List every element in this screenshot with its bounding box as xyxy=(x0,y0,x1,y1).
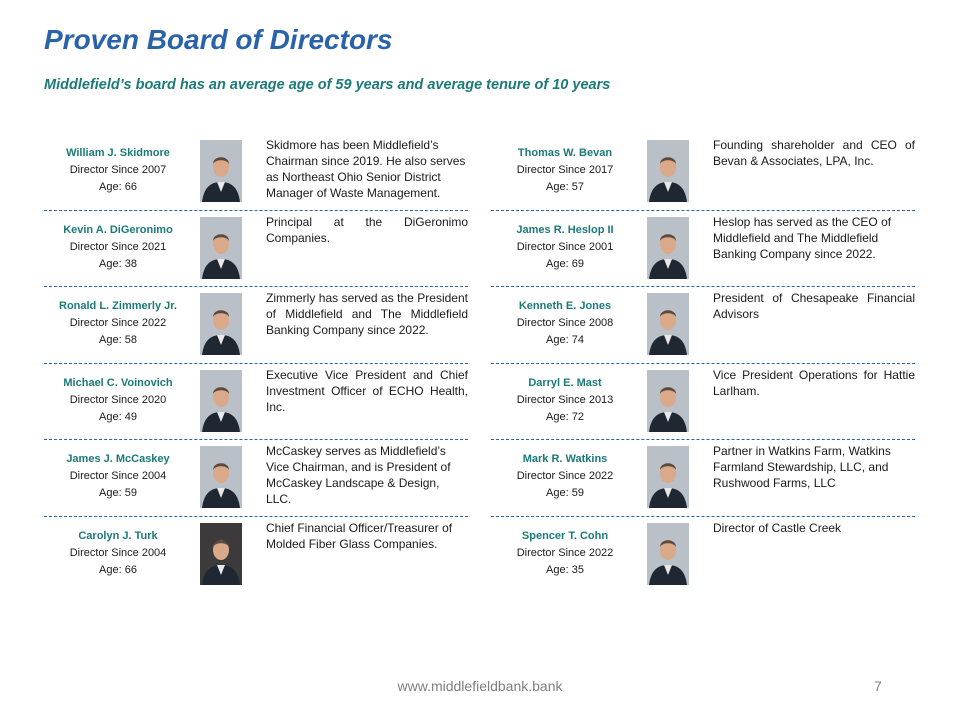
director-info xyxy=(491,222,639,273)
director-bio: Founding shareholder and CEO of Bevan & Associates, LPA, Inc. xyxy=(713,138,915,168)
director-bio: McCaskey serves as Middlefield’s Vice Chairman, and is President of McCaskey Landscape & Design, LLC. xyxy=(266,444,451,507)
director-row xyxy=(491,211,915,288)
director-name: Michael C. Voinovich xyxy=(63,376,173,389)
director-name: Mark R. Watkins xyxy=(522,453,608,466)
director-info xyxy=(44,298,192,349)
director-since: Director Since 2022 xyxy=(516,470,614,483)
director-row xyxy=(491,440,915,517)
person-silhouette-icon xyxy=(647,293,689,355)
page-title: Proven Board of Directors xyxy=(44,24,393,55)
director-photo xyxy=(200,140,242,202)
director-since: Director Since 2017 xyxy=(516,164,614,176)
director-since: Director Since 2004 xyxy=(69,546,167,559)
director-age: Age: 58 xyxy=(99,334,137,347)
director-photo xyxy=(647,446,689,508)
director-photo xyxy=(200,446,242,508)
director-row xyxy=(44,517,468,594)
director-row xyxy=(44,287,468,364)
director-row xyxy=(44,364,468,441)
person-silhouette-icon xyxy=(200,523,242,585)
director-bio: Chief Financial Officer/Treasurer of Molded Fiber Glass Companies. xyxy=(266,520,453,551)
director-since: Director Since 2007 xyxy=(69,164,167,176)
person-silhouette-icon xyxy=(647,370,689,432)
director-age: Age: 57 xyxy=(546,181,584,193)
director-row xyxy=(44,134,468,211)
director-name: Kevin A. DiGeronimo xyxy=(63,223,173,236)
director-age: Age: 59 xyxy=(546,487,584,500)
directors-left-column xyxy=(44,134,468,594)
director-info xyxy=(491,145,639,196)
director-since: Director Since 2020 xyxy=(69,393,167,406)
person-silhouette-icon xyxy=(647,217,689,279)
director-bio: Heslop has served as the CEO of Middlefield and The Middlefield Banking Company since 2022. xyxy=(713,214,892,261)
director-bio: Partner in Watkins Farm, Watkins Farmland Stewardship, LLC, and Rushwood Farms, LLC xyxy=(713,444,891,491)
director-name: Kenneth E. Jones xyxy=(518,300,612,313)
director-info xyxy=(491,375,639,426)
person-silhouette-icon xyxy=(647,523,689,585)
director-bio: President of Chesapeake Financial Advisors xyxy=(713,291,915,322)
director-since: Director Since 2004 xyxy=(69,470,167,483)
director-since: Director Since 2022 xyxy=(516,546,614,559)
director-since: Director Since 2008 xyxy=(516,317,614,330)
director-info xyxy=(44,528,192,579)
footer-url: www.middlefieldbank.bank xyxy=(397,678,563,694)
director-age: Age: 59 xyxy=(99,487,137,500)
director-since: Director Since 2022 xyxy=(69,317,167,330)
director-info xyxy=(491,298,639,349)
director-info xyxy=(44,451,192,502)
director-info xyxy=(44,375,192,426)
director-info xyxy=(491,528,639,579)
director-name: James R. Heslop II xyxy=(516,223,614,236)
director-row xyxy=(44,211,468,288)
director-age: Age: 35 xyxy=(546,563,584,576)
person-silhouette-icon xyxy=(200,217,242,279)
director-name: Darryl E. Mast xyxy=(528,376,602,389)
director-since: Director Since 2013 xyxy=(516,393,614,406)
director-row xyxy=(491,364,915,441)
director-info xyxy=(44,145,192,196)
director-photo xyxy=(647,217,689,279)
director-photo xyxy=(647,370,689,432)
director-info xyxy=(44,222,192,273)
director-age: Age: 66 xyxy=(99,563,137,576)
director-photo xyxy=(200,370,242,432)
director-age: Age: 69 xyxy=(546,257,584,270)
director-photo xyxy=(647,140,689,202)
director-age: Age: 49 xyxy=(99,410,137,423)
director-since: Director Since 2021 xyxy=(69,240,167,253)
director-photo xyxy=(200,217,242,279)
director-bio: Director of Castle Creek xyxy=(713,520,842,535)
director-photo xyxy=(200,523,242,585)
director-name: William J. Skidmore xyxy=(66,147,170,159)
director-age: Age: 38 xyxy=(99,257,137,270)
director-name: Thomas W. Bevan xyxy=(517,147,613,159)
director-photo xyxy=(200,293,242,355)
director-name: Spencer T. Cohn xyxy=(521,529,609,542)
director-bio: Principal at the DiGeronimo Companies. xyxy=(266,214,468,245)
page-number: 7 xyxy=(874,678,882,694)
director-info xyxy=(491,451,639,502)
director-bio: Zimmerly has served as the President of Middlefield and The Middlefield Banking Company since 2022. xyxy=(266,291,468,338)
director-row xyxy=(44,440,468,517)
person-silhouette-icon xyxy=(200,370,242,432)
person-silhouette-icon xyxy=(200,293,242,355)
director-row xyxy=(491,517,915,594)
director-age: Age: 72 xyxy=(546,410,584,423)
director-name: Ronald L. Zimmerly Jr. xyxy=(59,300,177,313)
director-row xyxy=(491,287,915,364)
director-age: Age: 66 xyxy=(99,181,137,193)
person-silhouette-icon xyxy=(647,446,689,508)
director-photo xyxy=(647,523,689,585)
director-row xyxy=(491,134,915,211)
director-name: Carolyn J. Turk xyxy=(78,529,158,542)
director-age: Age: 74 xyxy=(546,334,584,347)
director-since: Director Since 2001 xyxy=(516,240,614,253)
person-silhouette-icon xyxy=(647,140,689,202)
director-photo xyxy=(647,293,689,355)
director-bio: Executive Vice President and Chief Investment Officer of ECHO Health, Inc. xyxy=(266,367,468,414)
page-subtitle: Middlefield’s board has an average age of 59 years and average tenure of 10 years xyxy=(44,77,611,93)
person-silhouette-icon xyxy=(200,140,242,202)
directors-right-column xyxy=(491,134,915,594)
director-bio: Vice President Operations for Hattie Larlham. xyxy=(713,367,915,398)
director-bio: Skidmore has been Middlefield’s Chairman since 2019. He also serves as Northeast Ohio Senior District Manager of Waste Management. xyxy=(266,138,466,200)
director-name: James J. McCaskey xyxy=(66,453,170,466)
person-silhouette-icon xyxy=(200,446,242,508)
